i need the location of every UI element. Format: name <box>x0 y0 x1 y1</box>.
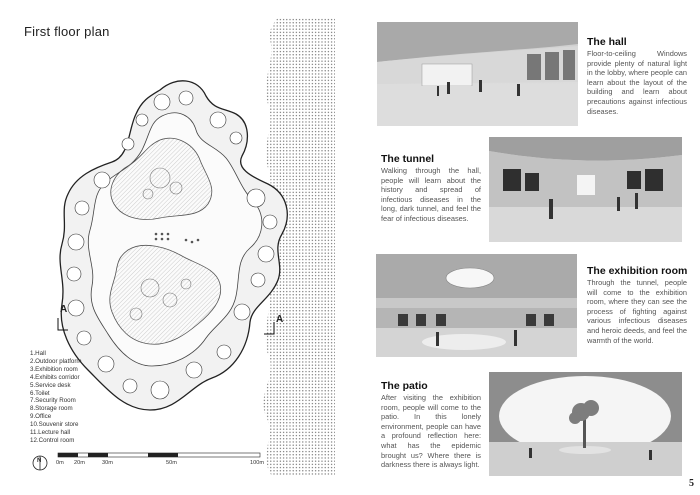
scale-label: 100m <box>250 460 264 466</box>
scale-label: 20m <box>74 460 85 466</box>
tunnel-description: Walking through the hall, people will learn about the history and spread of infectious diseases in the long, dark tunnel, and feel the fear of infectious diseases. <box>381 166 481 223</box>
hall-rendering <box>377 22 578 126</box>
scale-label: 50m <box>166 460 177 466</box>
page-number: 5 <box>689 478 694 489</box>
patio-rendering <box>489 372 682 476</box>
legend-item: 2.Outdoor platform <box>30 357 82 365</box>
patio-description: After visiting the exhibition room, people will come to the patio. In this lonely environment, people can have a profound reflection here: what has the epidemic brought us? Where there is darkness there is always light. <box>381 393 481 470</box>
exhibition-room-rendering <box>376 254 577 357</box>
scale-bar <box>58 453 260 457</box>
exhibition-room-title: The exhibition room <box>587 265 688 277</box>
legend-item: 8.Storage room <box>30 405 73 413</box>
legend-item: 12.Control room <box>30 436 75 444</box>
legend-item: 7.Security Room <box>30 397 76 405</box>
floor-plan-title: First floor plan <box>24 24 110 39</box>
legend-item: 5.Service desk <box>30 381 71 389</box>
hall-description: Floor-to-ceiling Windows provide plenty of natural light in the lobby, where people can learn about the layout of the building and learn about precautions against infectious diseases. <box>587 49 687 116</box>
patio-title: The patio <box>381 380 428 392</box>
legend-item: 4.Exhibits corridor <box>30 373 80 381</box>
scale-label: 30m <box>102 460 113 466</box>
legend-item: 1.Hall <box>30 350 46 357</box>
scale-label: 0m <box>56 460 64 466</box>
tunnel-title: The tunnel <box>381 153 435 165</box>
legend-item: 10.Souvenir store <box>30 421 79 429</box>
section-mark-right: A <box>276 314 284 325</box>
floor-plan-sheet <box>10 18 335 476</box>
legend-item: 11.Lecture hall <box>30 429 71 437</box>
hall-title: The hall <box>587 36 627 48</box>
section-mark-left: A <box>60 304 68 315</box>
exhibition-room-description: Through the tunnel, people will come to the exhibition room, where they can see the process of fighting against various infectious diseases and heroic deeds, and feel the warmth of the world. <box>587 278 687 345</box>
north-label: N <box>37 458 42 464</box>
legend-item: 9.Office <box>30 413 52 421</box>
scale-labels <box>10 460 335 470</box>
legend-item: 6.Toilet <box>30 389 50 397</box>
tunnel-rendering <box>489 137 682 242</box>
room-legend <box>30 350 82 445</box>
legend-item: 3.Exhibition room <box>30 365 78 373</box>
